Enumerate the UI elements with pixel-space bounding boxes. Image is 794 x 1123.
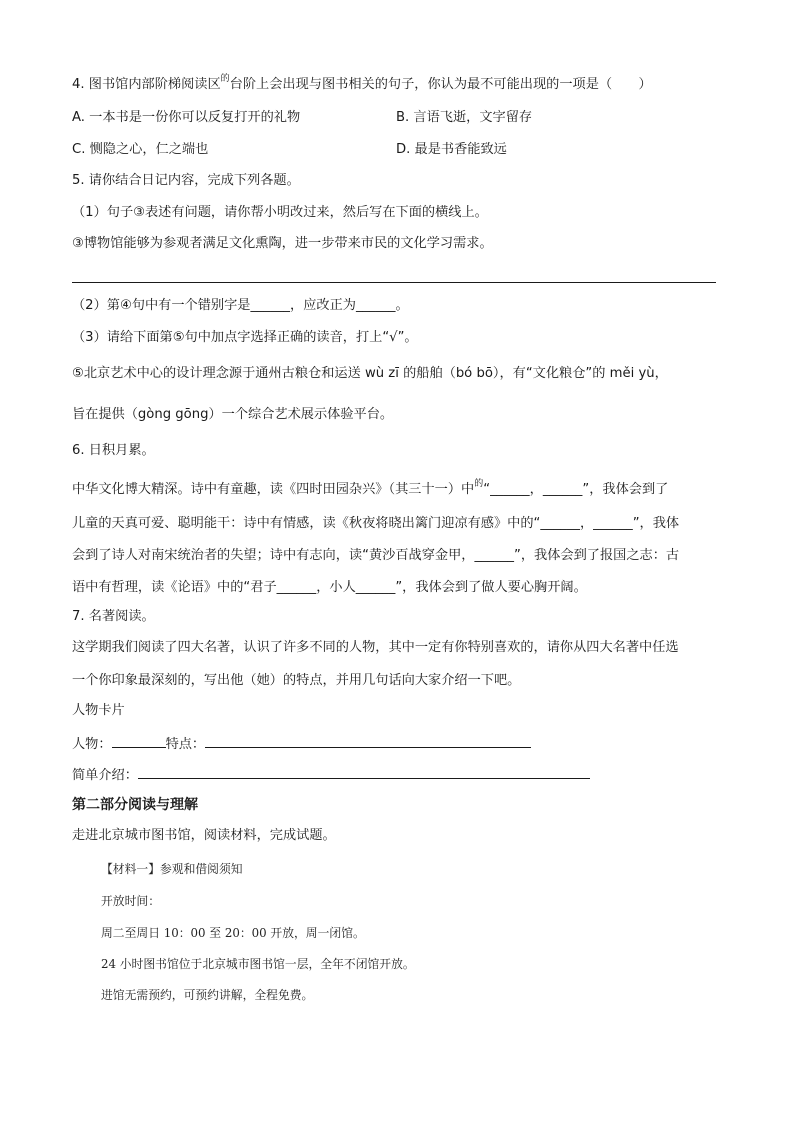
q7-trait-label: 特点： (165, 737, 206, 752)
q5-answer-line[interactable] (72, 282, 716, 283)
q4-stem (72, 75, 652, 96)
material1-hours: 周二至周日 10：00 至 20：00 开放，周一闭馆。 (101, 926, 365, 940)
q6-line1 (72, 480, 668, 501)
q7-intro-row (72, 764, 590, 786)
q7-stem: 7. 名著阅读。 (72, 609, 155, 624)
q4-stem-text-rest: 台阶上会出现与图书相关的句子，你认为最不可能出现的一项是（ ） (229, 77, 652, 92)
q7-trait-blank[interactable] (205, 733, 531, 748)
material1-title: 【材料一】参观和借阅须知 (101, 862, 243, 876)
material1-open-label: 开放时间： (101, 894, 160, 908)
q5-sentence5-line2: 旨在提供（gòng gōng）一个综合艺术展示体验平台。 (72, 407, 394, 422)
q4-option-b: B. 言语飞逝，文字留存 (396, 110, 533, 125)
q6-line2: 儿童的天真可爱、聪明能干：诗中有情感，读《秋夜将晓出篱门迎凉有感》中的“______，______”，我体 (72, 516, 680, 531)
q7-intro-blank[interactable] (138, 764, 590, 779)
q7-card-title: 人物卡片 (72, 703, 125, 718)
q5-sentence3: ③博物馆能够为参观者满足文化熏陶，进一步带来市民的文化学习需求。 (72, 236, 493, 251)
q7-para-line1: 这学期我们阅读了四大名著，认识了许多不同的人物，其中一定有你特别喜欢的，请你从四大名著中任选 (72, 640, 679, 655)
q4-option-a: A. 一本书是一份你可以反复打开的礼物 (72, 110, 301, 125)
q7-person-row (72, 733, 531, 755)
q5-stem: 5. 请你结合日记内容，完成下列各题。 (72, 173, 300, 188)
q6-line4: 语中有哲理，读《论语》中的“君子______，小人______”，我体会到了做人要心胸开阔。 (72, 580, 587, 595)
q5-sub2: （2）第④句中有一个错别字是______，应改正为______。 (72, 298, 409, 313)
q7-intro-label: 简单介绍： (72, 768, 138, 783)
q4-stem-sup: 的 (220, 74, 230, 84)
q7-person-label: 人物： (72, 737, 112, 752)
q5-sub3: （3）请给下面第⑤句中加点字选择正确的读音，打上“√”。 (72, 330, 418, 345)
q7-para-line2: 一个你印象最深刻的，写出他（她）的特点，并用几句话向大家介绍一下吧。 (72, 673, 521, 688)
q6-line3: 会到了诗人对南宋统治者的失望；诗中有志向，读“黄沙百战穿金甲，______”，我体会到了报国之志：古 (72, 548, 680, 563)
q4-stem-text: 4. 图书馆内部阶梯阅读区 (72, 77, 221, 92)
q5-sentence5-line1: ⑤北京艺术中心的设计理念源于通州古粮仓和运送 wù zī 的船舶（bó bō），有“文化粮仓”的 měi yù， (72, 366, 668, 381)
part2-heading: 第二部分阅读与理解 (72, 797, 198, 813)
q6-stem: 6. 日积月累。 (72, 443, 155, 458)
material1-booking: 进馆无需预约，可预约讲解，全程免费。 (101, 988, 314, 1002)
part2-intro: 走进北京城市图书馆，阅读材料，完成试题。 (72, 828, 336, 843)
q6-line1-text-rest: “______，______”，我体会到了 (483, 482, 669, 497)
q4-option-c: C. 恻隐之心，仁之端也 (72, 142, 209, 157)
q4-option-d: D. 最是书香能致远 (396, 142, 507, 157)
q5-sub1: （1）句子③表述有问题，请你帮小明改过来，然后写在下面的横线上。 (72, 205, 488, 220)
q7-person-blank[interactable] (112, 733, 166, 748)
q6-line1-sup: 的 (474, 479, 484, 489)
material1-hours24: 24 小时图书馆位于北京城市图书馆一层，全年不闭馆开放。 (101, 957, 415, 971)
q6-line1-text: 中华文化博大精深。诗中有童趣，读《四时田园杂兴》（其三十一）中 (72, 482, 475, 497)
